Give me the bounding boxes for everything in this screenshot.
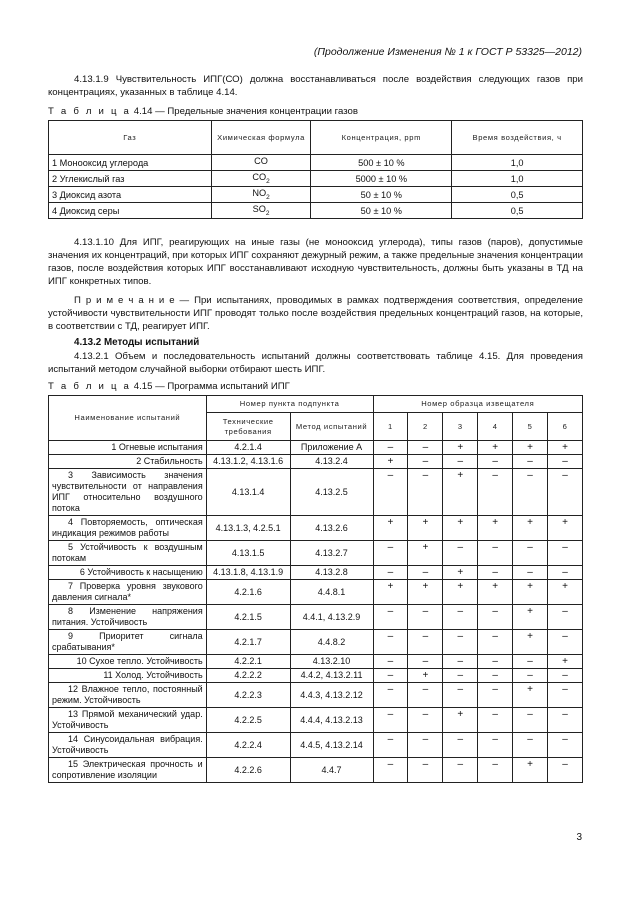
- table-row: [49, 541, 583, 566]
- requirements-ref: 4.13.1.3, 4.2.5.1: [206, 516, 290, 541]
- running-header: (Продолжение Изменения № 1 к ГОСТ Р 53325—2012): [313, 46, 582, 58]
- sample-mark: +: [513, 758, 548, 783]
- requirements-ref: 4.2.2.3: [206, 683, 290, 708]
- sample-mark: –: [478, 455, 513, 469]
- caption-text: 4.14 — Предельные значения концентрации газов: [131, 106, 358, 117]
- table-4-14-caption: [48, 106, 358, 117]
- chemical-formula: [211, 187, 311, 203]
- requirements-ref: 4.2.1.5: [206, 605, 290, 630]
- sample-mark: –: [408, 566, 443, 580]
- requirements-ref: 4.13.1.5: [206, 541, 290, 566]
- table-row: [49, 669, 583, 683]
- header-requirements: Технические требования: [206, 413, 290, 441]
- sample-mark: –: [548, 758, 583, 783]
- sample-mark: +: [443, 580, 478, 605]
- table-4-15-caption: [48, 381, 290, 392]
- chemical-formula: [211, 171, 311, 187]
- table-row: [49, 758, 583, 783]
- gas-concentration-table: [48, 120, 583, 219]
- test-name: 8 Изменение напряжения питания. Устойчивость: [49, 605, 207, 630]
- requirements-ref: 4.2.2.5: [206, 708, 290, 733]
- sample-mark: –: [408, 683, 443, 708]
- sample-mark: –: [373, 733, 408, 758]
- sample-mark: –: [513, 708, 548, 733]
- sample-mark: –: [408, 605, 443, 630]
- table-row: [49, 630, 583, 655]
- sample-mark: +: [408, 669, 443, 683]
- sample-mark: –: [443, 669, 478, 683]
- test-name: 3 Зависимость значения чувствительности от направления ИПГ относительно воздушного потока: [49, 469, 207, 516]
- sample-mark: –: [478, 708, 513, 733]
- formula-subscript: 2: [266, 177, 270, 185]
- requirements-ref: 4.13.1.8, 4.13.1.9: [206, 566, 290, 580]
- sample-mark: +: [513, 630, 548, 655]
- sample-mark: +: [443, 566, 478, 580]
- sample-mark: –: [478, 541, 513, 566]
- sample-mark: +: [478, 441, 513, 455]
- sample-mark: –: [443, 683, 478, 708]
- header-formula: Химическая формула: [211, 121, 311, 155]
- sample-mark: +: [548, 580, 583, 605]
- header-sample-2: 2: [408, 413, 443, 441]
- table-row: [49, 580, 583, 605]
- method-ref: 4.13.2.5: [290, 469, 373, 516]
- caption-prefix: Т а б л и ц а: [48, 106, 132, 117]
- sample-mark: –: [408, 655, 443, 669]
- sample-mark: –: [408, 455, 443, 469]
- sample-mark: –: [373, 683, 408, 708]
- header-gas: Газ: [49, 121, 212, 155]
- sample-mark: +: [548, 516, 583, 541]
- method-ref: 4.4.5, 4.13.2.14: [290, 733, 373, 758]
- sample-mark: +: [373, 580, 408, 605]
- sample-mark: +: [478, 580, 513, 605]
- method-ref: 4.4.8.1: [290, 580, 373, 605]
- sample-mark: –: [373, 669, 408, 683]
- table-row: [49, 187, 583, 203]
- requirements-ref: 4.2.2.4: [206, 733, 290, 758]
- table-row: [49, 605, 583, 630]
- method-ref: 4.4.7: [290, 758, 373, 783]
- sample-mark: +: [513, 516, 548, 541]
- sample-mark: +: [373, 516, 408, 541]
- sample-mark: –: [443, 630, 478, 655]
- header-sample-6: 6: [548, 413, 583, 441]
- header-concentration: Концентрация, ppm: [311, 121, 452, 155]
- sample-mark: +: [443, 441, 478, 455]
- paragraph-4-13-1-9: 4.13.1.9 Чувствительность ИПГ(СО) должна восстанавливаться после воздействия следующих газов при концентрациях, указанных в таблице 4.14.: [48, 74, 583, 98]
- test-name: 13 Прямой механический удар. Устойчивость: [49, 708, 207, 733]
- requirements-ref: 4.2.2.1: [206, 655, 290, 669]
- concentration: 50 ± 10 %: [311, 187, 452, 203]
- sample-mark: –: [478, 605, 513, 630]
- sample-mark: –: [548, 733, 583, 758]
- requirements-ref: 4.2.2.2: [206, 669, 290, 683]
- requirements-ref: 4.2.1.6: [206, 580, 290, 605]
- test-name: 11 Холод. Устойчивость: [49, 669, 207, 683]
- gas-name: 4 Диоксид серы: [49, 203, 212, 219]
- caption-prefix: Т а б л и ц а: [48, 381, 132, 392]
- table-row: [49, 566, 583, 580]
- test-name: 14 Синусоидальная вибрация. Устойчивость: [49, 733, 207, 758]
- gas-name: 2 Углекислый газ: [49, 171, 212, 187]
- sample-mark: –: [373, 708, 408, 733]
- sample-mark: –: [548, 605, 583, 630]
- header-time: Время воздействия, ч: [452, 121, 583, 155]
- note-text: — При испытаниях, проводимых в рамках подтверждения соответствия, определение устойчивости чувствительности ИПГ проводят только после воздействия предельных концентраций газов, на которые, в соответствии с ТД, реагирует ИПГ.: [48, 295, 583, 332]
- method-ref: Приложение А: [290, 441, 373, 455]
- table-row: [49, 516, 583, 541]
- sample-mark: +: [478, 516, 513, 541]
- sample-mark: –: [548, 541, 583, 566]
- page-number: 3: [576, 832, 582, 843]
- sample-mark: –: [443, 733, 478, 758]
- gas-name: 1 Монооксид углерода: [49, 155, 212, 171]
- test-name: 7 Проверка уровня звукового давления сигнала*: [49, 580, 207, 605]
- method-ref: 4.4.8.2: [290, 630, 373, 655]
- requirements-ref: 4.13.1.2, 4.13.1.6: [206, 455, 290, 469]
- exposure-time: 0,5: [452, 187, 583, 203]
- gas-name: 3 Диоксид азота: [49, 187, 212, 203]
- sample-mark: –: [548, 669, 583, 683]
- sample-mark: +: [443, 516, 478, 541]
- paragraph-4-13-2-1: 4.13.2.1 Объем и последовательность испытаний должны соответствовать таблице 4.15. Для проведения испытаний методом случайной выборки отбирают шесть ИПГ.: [48, 351, 583, 375]
- sample-mark: +: [513, 441, 548, 455]
- sample-mark: –: [408, 469, 443, 516]
- header-sample-number: Номер образца извещателя: [373, 396, 583, 413]
- sample-mark: –: [373, 758, 408, 783]
- sample-mark: –: [478, 566, 513, 580]
- test-name: 15 Электрическая прочность и сопротивление изоляции: [49, 758, 207, 783]
- sample-mark: +: [408, 580, 443, 605]
- table-row: [49, 469, 583, 516]
- sample-mark: –: [443, 455, 478, 469]
- sample-mark: –: [513, 669, 548, 683]
- table-row: [49, 683, 583, 708]
- sample-mark: +: [513, 683, 548, 708]
- table-row: [49, 733, 583, 758]
- sample-mark: –: [373, 655, 408, 669]
- method-ref: 4.4.3, 4.13.2.12: [290, 683, 373, 708]
- sample-mark: –: [373, 541, 408, 566]
- formula-base: NO: [252, 188, 267, 199]
- header-sample-5: 5: [513, 413, 548, 441]
- sample-mark: –: [513, 469, 548, 516]
- test-name: 6 Устойчивость к насыщению: [49, 566, 207, 580]
- requirements-ref: 4.2.1.4: [206, 441, 290, 455]
- requirements-ref: 4.2.2.6: [206, 758, 290, 783]
- sample-mark: +: [443, 708, 478, 733]
- test-name: 2 Стабильность: [49, 455, 207, 469]
- concentration: 5000 ± 10 %: [311, 171, 452, 187]
- test-name: 10 Сухое тепло. Устойчивость: [49, 655, 207, 669]
- test-name: 1 Огневые испытания: [49, 441, 207, 455]
- sample-mark: +: [513, 605, 548, 630]
- sample-mark: –: [408, 441, 443, 455]
- sample-mark: –: [478, 630, 513, 655]
- method-ref: 4.13.2.6: [290, 516, 373, 541]
- header-sample-1: 1: [373, 413, 408, 441]
- sample-mark: –: [408, 630, 443, 655]
- method-ref: 4.13.2.8: [290, 566, 373, 580]
- paragraph-4-13-1-10: 4.13.1.10 Для ИПГ, реагирующих на иные газы (не монооксид углерода), типы газов (паров), допустимые значения их концентраций, при которых ИПГ сохраняют дежурный режим, а также предельные значения концентрации газов, после воздействия которых ИПГ восстанавливают исходную чувствительность, должны быть указаны в ТД на ИПГ конкретных типов.: [48, 237, 583, 287]
- sample-mark: –: [513, 655, 548, 669]
- sample-mark: –: [548, 630, 583, 655]
- sample-mark: –: [443, 655, 478, 669]
- sample-mark: –: [548, 469, 583, 516]
- sample-mark: –: [478, 758, 513, 783]
- sample-mark: –: [373, 566, 408, 580]
- header-sample-4: 4: [478, 413, 513, 441]
- test-name: 9 Приоритет сигнала срабатывания*: [49, 630, 207, 655]
- caption-text: 4.15 — Программа испытаний ИПГ: [131, 381, 290, 392]
- header-method: Метод испытаний: [290, 413, 373, 441]
- table-row: [49, 441, 583, 455]
- formula-subscript: 2: [266, 193, 270, 201]
- table-row: [49, 455, 583, 469]
- note: [48, 294, 583, 333]
- sample-mark: –: [373, 441, 408, 455]
- header-item-number: Номер пункта подпункта: [206, 396, 373, 413]
- concentration: 500 ± 10 %: [311, 155, 452, 171]
- sample-mark: –: [478, 669, 513, 683]
- sample-mark: –: [478, 655, 513, 669]
- test-program-table: [48, 395, 583, 783]
- requirements-ref: 4.13.1.4: [206, 469, 290, 516]
- sample-mark: –: [548, 708, 583, 733]
- formula-base: CO: [252, 172, 267, 183]
- sample-mark: +: [408, 516, 443, 541]
- method-ref: 4.13.2.10: [290, 655, 373, 669]
- header-sample-3: 3: [443, 413, 478, 441]
- sample-mark: –: [408, 758, 443, 783]
- sample-mark: –: [513, 541, 548, 566]
- sample-mark: +: [408, 541, 443, 566]
- exposure-time: 0,5: [452, 203, 583, 219]
- sample-mark: –: [548, 683, 583, 708]
- sample-mark: –: [373, 469, 408, 516]
- exposure-time: 1,0: [452, 171, 583, 187]
- formula-subscript: 2: [265, 209, 270, 217]
- table-row: [49, 655, 583, 669]
- chemical-formula: [211, 155, 311, 171]
- test-name: 4 Повторяемость, оптическая индикация режимов работы: [49, 516, 207, 541]
- chemical-formula: [211, 203, 311, 219]
- test-name: 5 Устойчивость к воздушным потокам: [49, 541, 207, 566]
- table-row: [49, 203, 583, 219]
- sample-mark: –: [373, 605, 408, 630]
- method-ref: 4.13.2.4: [290, 455, 373, 469]
- sample-mark: –: [408, 708, 443, 733]
- sample-mark: +: [443, 469, 478, 516]
- test-name: 12 Влажное тепло, постоянный режим. Устойчивость: [49, 683, 207, 708]
- sample-mark: +: [373, 455, 408, 469]
- method-ref: 4.4.1, 4.13.2.9: [290, 605, 373, 630]
- sample-mark: –: [443, 605, 478, 630]
- sample-mark: –: [548, 455, 583, 469]
- table-row: [49, 708, 583, 733]
- formula-base: SO: [252, 204, 266, 215]
- method-ref: 4.13.2.7: [290, 541, 373, 566]
- header-test-name: Наименование испытаний: [49, 396, 207, 441]
- sample-mark: –: [513, 733, 548, 758]
- sample-mark: –: [443, 758, 478, 783]
- note-label: П р и м е ч а н и е: [74, 295, 175, 306]
- sample-mark: –: [513, 566, 548, 580]
- sample-mark: –: [478, 733, 513, 758]
- method-ref: 4.4.4, 4.13.2.13: [290, 708, 373, 733]
- sample-mark: –: [548, 566, 583, 580]
- concentration: 50 ± 10 %: [311, 203, 452, 219]
- heading-4-13-2: 4.13.2 Методы испытаний: [74, 337, 200, 348]
- sample-mark: –: [408, 733, 443, 758]
- method-ref: 4.4.2, 4.13.2.11: [290, 669, 373, 683]
- sample-mark: –: [478, 469, 513, 516]
- sample-mark: +: [548, 441, 583, 455]
- table-row: [49, 171, 583, 187]
- exposure-time: 1,0: [452, 155, 583, 171]
- sample-mark: –: [478, 683, 513, 708]
- sample-mark: –: [373, 630, 408, 655]
- sample-mark: +: [548, 655, 583, 669]
- sample-mark: –: [443, 541, 478, 566]
- requirements-ref: 4.2.1.7: [206, 630, 290, 655]
- sample-mark: –: [513, 455, 548, 469]
- formula-base: CO: [254, 156, 268, 167]
- table-row: [49, 155, 583, 171]
- sample-mark: +: [513, 580, 548, 605]
